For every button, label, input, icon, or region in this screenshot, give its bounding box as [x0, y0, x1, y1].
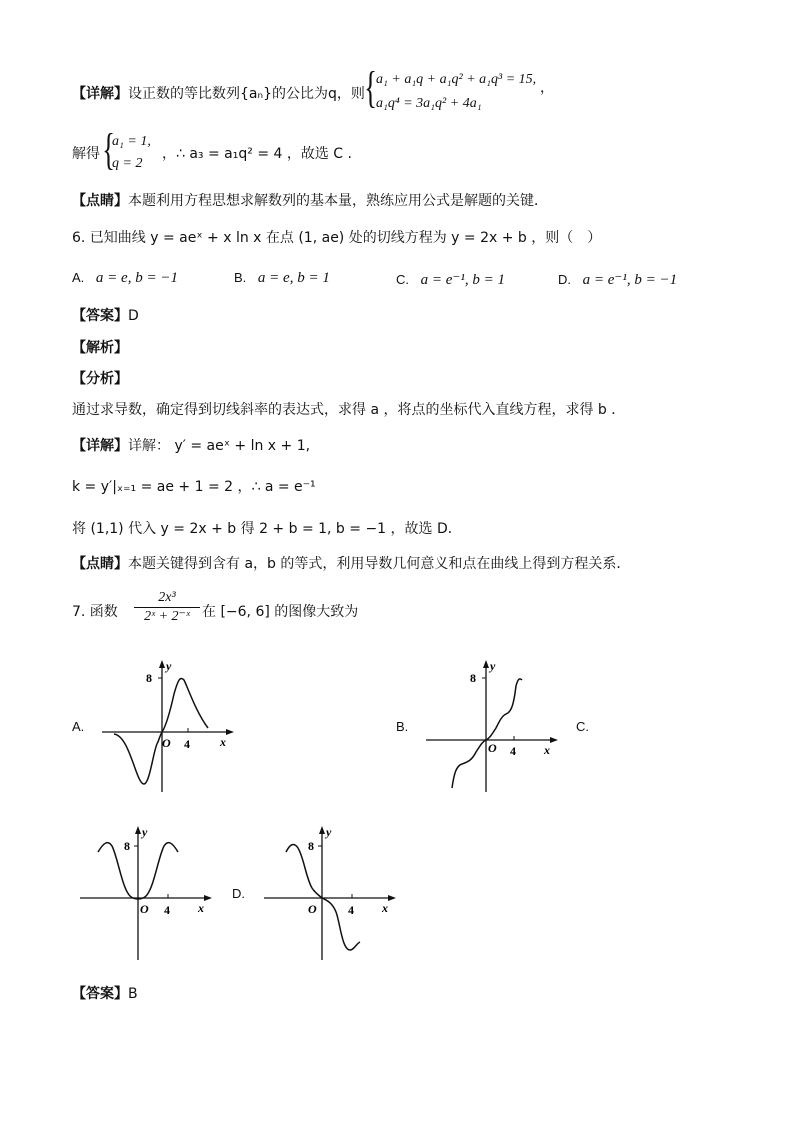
system-brace: { — [364, 63, 377, 112]
axis-x-label-b: x — [544, 743, 550, 757]
q7-graph-b — [424, 656, 564, 796]
q6-option-b-text: a = e, b = 1 — [257, 270, 330, 286]
q6-fenxi-text: 通过求导数，确定得到切线斜率的表达式，求得 a ，将点的坐标代入直线方程，求得 b ． — [72, 402, 626, 418]
q7-denominator: 2ˣ + 2⁻ˣ — [144, 609, 190, 624]
origin-c: O — [140, 902, 149, 916]
q6-comment — [72, 554, 630, 574]
q7-graph-a — [100, 656, 240, 796]
q6-answer-tag: 【答案】 — [72, 308, 128, 324]
q7-label-d: D. — [232, 886, 245, 901]
origin-a: O — [162, 736, 171, 750]
q6-comment-tag: 【点睛】 — [72, 556, 128, 572]
q6-option-b — [234, 270, 330, 287]
q7-numerator: 2x³ — [158, 590, 176, 605]
detail-tag: 【详解】 — [72, 86, 128, 102]
system-eq-2: a₁q⁴ = 3a₁q² + 4a₁ — [376, 96, 482, 111]
tick-x-a: 4 — [184, 737, 190, 751]
q6-detail-tag: 【详解】 — [72, 438, 128, 454]
comment-text: 本题利用方程思想求解数列的基本量，熟练应用公式是解题的关键． — [128, 193, 548, 209]
q7-graph-c — [78, 822, 218, 962]
q6-answer-value: D — [128, 308, 139, 324]
tick-x-d: 4 — [348, 903, 354, 917]
q7-answer-tag: 【答案】 — [72, 986, 128, 1002]
q6-option-c — [396, 270, 505, 289]
q6-option-d-text: a = e⁻¹, b = −1 — [582, 272, 678, 288]
q6-option-a-text: a = e, b = −1 — [95, 270, 178, 286]
detail-line — [72, 84, 365, 104]
q7-label-c: C. — [576, 719, 589, 734]
q6-option-d — [558, 270, 677, 289]
q6-comment-text: 本题关键得到含有 a，b 的等式，利用导数几何意义和点在曲线上得到方程关系． — [128, 556, 631, 572]
system-eq-1: a₁ + a₁q + a₁q² + a₁q³ = 15, — [376, 72, 537, 87]
q6-answer — [72, 306, 139, 326]
q7-fraction — [134, 590, 200, 625]
q6-option-d-label: D. — [558, 272, 571, 287]
q6-option-c-text: a = e⁻¹, b = 1 — [420, 272, 505, 288]
tick-x-c: 4 — [164, 903, 170, 917]
q7-graph-d — [262, 822, 402, 962]
q6-fenxi-tag: 【分析】 — [72, 371, 128, 387]
axis-y-label-a: y — [166, 659, 172, 673]
axis-y-label-b: y — [490, 659, 496, 673]
tick-y-b: 8 — [470, 671, 476, 685]
q6-detail-line-1 — [72, 436, 310, 456]
q7-answer — [72, 984, 138, 1004]
tick-x-b: 4 — [510, 744, 516, 758]
tick-y-a: 8 — [146, 671, 152, 685]
tick-y-d: 8 — [308, 839, 314, 853]
tick-y-c: 8 — [124, 839, 130, 853]
solve-prefix: 解得 — [72, 146, 100, 162]
axis-x-label-a: x — [220, 735, 226, 749]
q6-option-a-label: A. — [72, 270, 85, 285]
axis-y-label-c: y — [142, 825, 148, 839]
q7-stem-prefix: 7. 函数 — [72, 604, 118, 620]
solve-brace: { — [102, 125, 115, 174]
q6-option-c-label: C. — [396, 272, 409, 287]
q6-stem: 6. 已知曲线 y = aeˣ + x ln x 在点 (1, ae) 处的切线方程为 y = 2x + b ，则（ ） — [72, 230, 602, 246]
q7-answer-value: B — [128, 986, 138, 1002]
q6-option-a — [72, 270, 178, 287]
origin-b: O — [488, 741, 497, 755]
q6-detail-line-3: 将 (1,1) 代入 y = 2x + b 得 2 + b = 1, b = −1 ，故选 D． — [72, 521, 462, 537]
q6-analysis-tag: 【解析】 — [72, 340, 128, 356]
comment-tag: 【点睛】 — [72, 193, 128, 209]
system-comma: ， — [540, 80, 554, 96]
axis-x-label-d: x — [382, 901, 388, 915]
axis-y-label-d: y — [326, 825, 332, 839]
axis-x-label-c: x — [198, 901, 204, 915]
q6-detail-line-2: k = y′|ₓ₌₁ = ae + 1 = 2 ，∴ a = e⁻¹ — [72, 479, 316, 495]
q7-label-b: B. — [396, 719, 409, 734]
q6-detail-text-1: 详解： y′ = aeˣ + ln x + 1, — [128, 438, 311, 454]
solve-eq-1: a₁ = 1, — [112, 134, 151, 149]
detail-text: 设正数的等比数列{aₙ}的公比为q，则 — [128, 86, 365, 102]
q7-fraction-bar — [134, 607, 200, 608]
origin-d: O — [308, 902, 317, 916]
q7-label-a: A. — [72, 719, 85, 734]
solve-result: ，∴ a₃ = a₁q² = 4 ，故选 C . — [162, 146, 352, 162]
comment-line-5 — [72, 191, 548, 211]
q6-option-b-label: B. — [234, 270, 247, 285]
q7-stem-interval: 在 [−6, 6] 的图像大致为 — [202, 604, 359, 620]
solve-eq-2: q = 2 — [112, 156, 143, 171]
